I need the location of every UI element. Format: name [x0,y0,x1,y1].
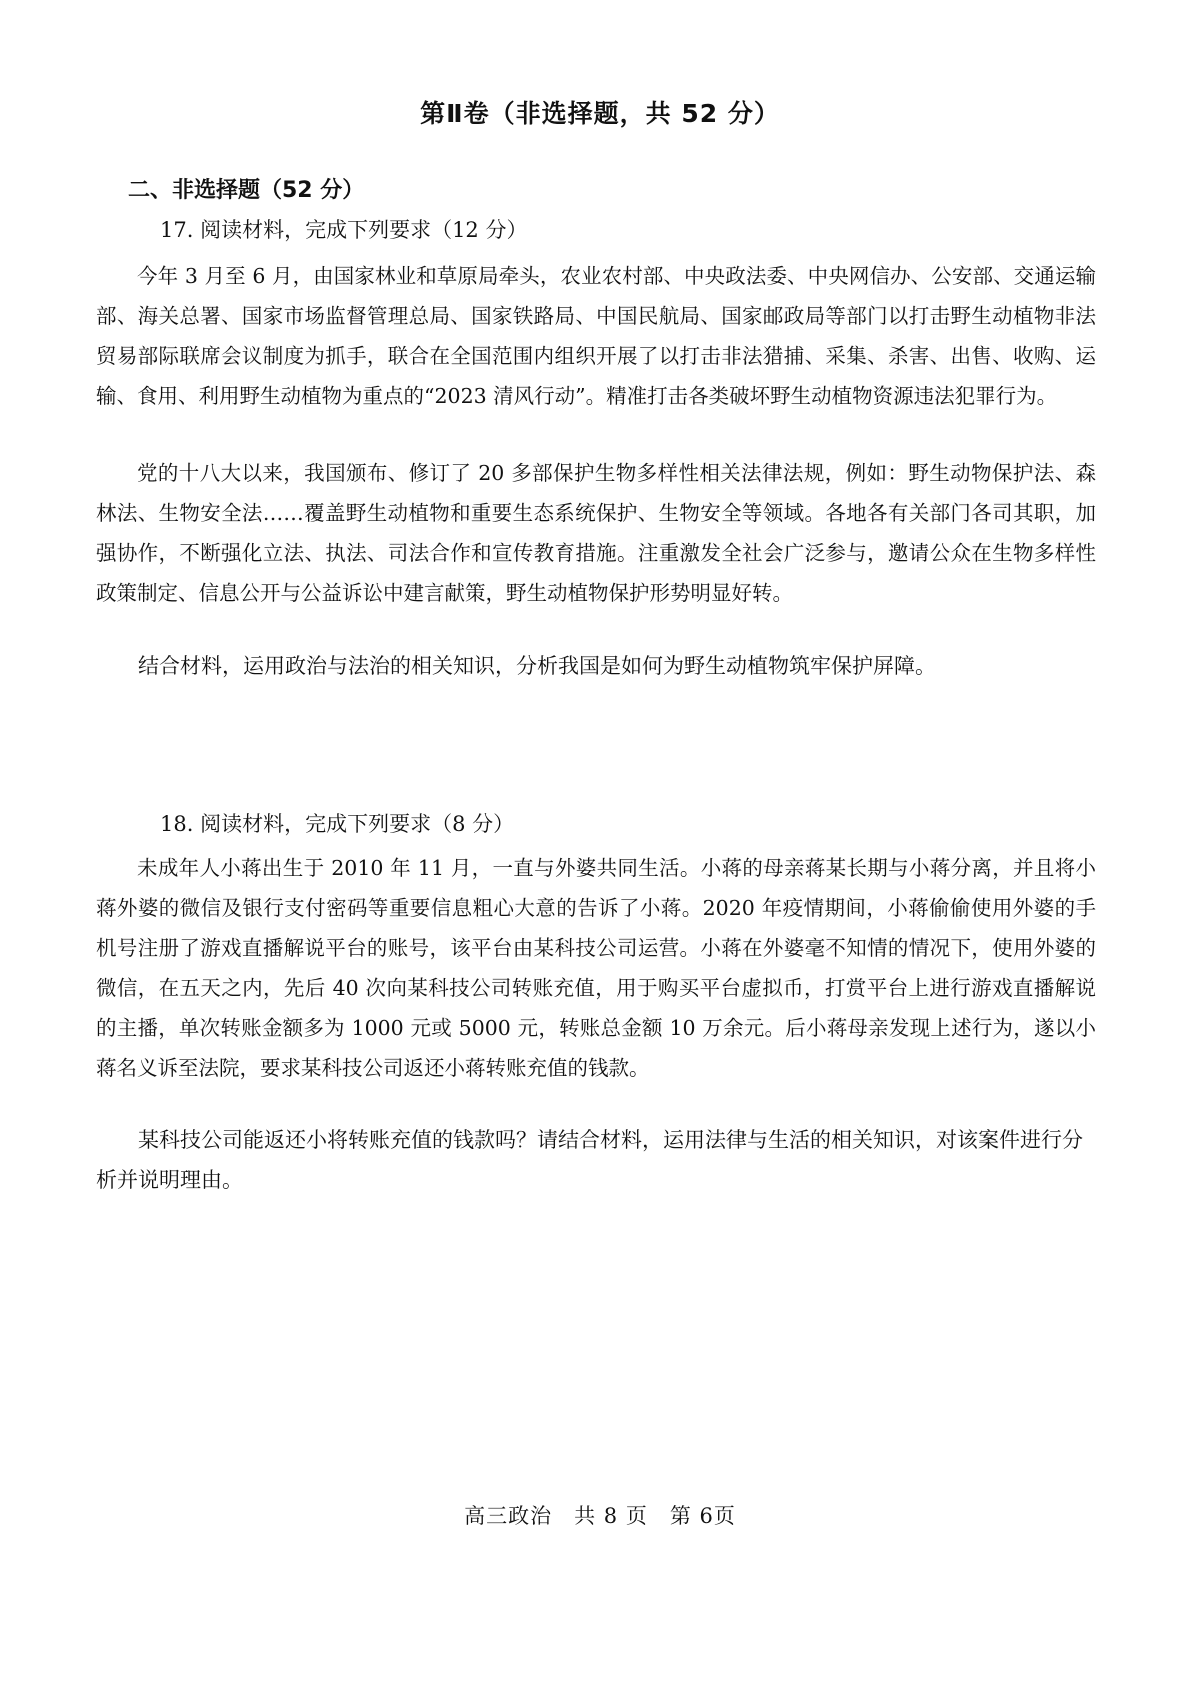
volume-title: 第Ⅱ卷（非选择题，共 52 分） [420,99,780,128]
question-17-paragraph-2: 党的十八大以来，我国颁布、修订了 20 多部保护生物多样性相关法律法规，例如：野生动物保护法、森林法、生物安全法……覆盖野生动植物和重要生态系统保护、生物安全等领域。各地各有关部门各司其职，加强协作，不断强化立法、执法、司法合作和宣传教育措施。注重激发全社会广泛参与，邀请公众在生物多样性政策制定、信息公开与公益诉讼中建言献策，野生动植物保护形势明显好转。 [96,461,1096,605]
question-18-requirement: 某科技公司能返还小将转账充值的钱款吗？请结合材料，运用法律与生活的相关知识，对该案件进行分析并说明理由。 [96,1128,1083,1192]
question-17-paragraph-1: 今年 3 月至 6 月，由国家林业和草原局牵头，农业农村部、中央政法委、中央网信办、公安部、交通运输部、海关总署、国家市场监督管理总局、国家铁路局、中国民航局、国家邮政局等部门以打击野生动植物非法贸易部际联席会议制度为抓手，联合在全国范围内组织开展了以打击非法猎捕、采集、杀害、出售、收购、运输、食用、利用野生动植物为重点的“2023 清风行动”。精准打击各类破坏野生动植物资源违法犯罪行为。 [96,264,1096,408]
page-footer: 高三政治 共 8 页 第 6页 [464,1504,736,1528]
question-18-heading: 18. 阅读材料，完成下列要求（8 分） [160,812,515,836]
question-17-heading: 17. 阅读材料，完成下列要求（12 分） [160,218,528,242]
question-18-paragraph-1: 未成年人小蒋出生于 2010 年 11 月，一直与外婆共同生活。小蒋的母亲蒋某长期与小蒋分离，并且将小蒋外婆的微信及银行支付密码等重要信息粗心大意的告诉了小蒋。2020 年疫情期间，小蒋偷偷使用外婆的手机号注册了游戏直播解说平台的账号，该平台由某科技公司运营。小蒋在外婆毫不知情的情况下，使用外婆的微信，在五天之内，先后 40 次向某科技公司转账充值，用于购买平台虚拟币，打赏平台上进行游戏直播解说的主播，单次转账金额多为 1000 元或 5000 元，转账总金额 10 万余元。后小蒋母亲发现上述行为，遂以小蒋名义诉至法院，要求某科技公司返还小蒋转账充值的钱款。 [96,856,1096,1080]
section-title: 二、非选择题（52 分） [128,178,365,203]
question-17-requirement: 结合材料，运用政治与法治的相关知识，分析我国是如何为野生动植物筑牢保护屏障。 [138,654,936,678]
